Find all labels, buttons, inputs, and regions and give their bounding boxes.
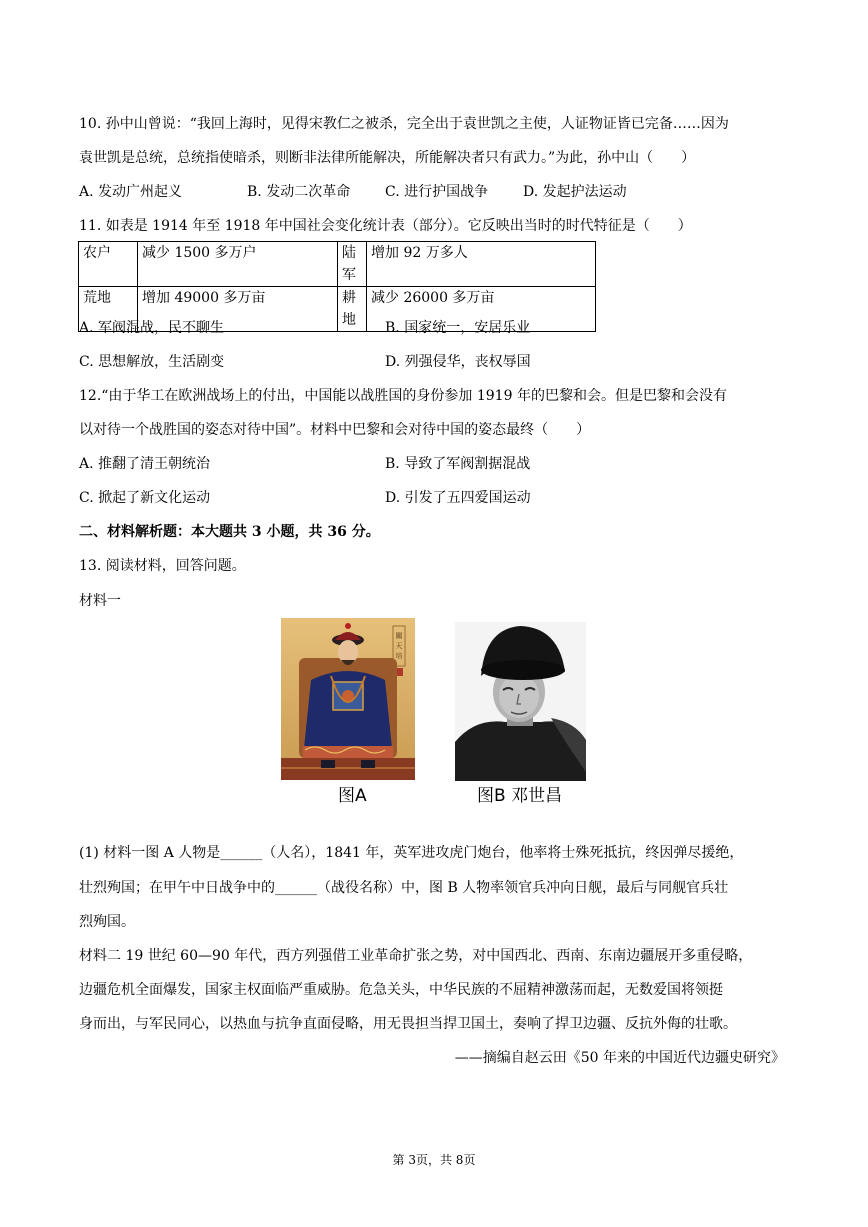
q10-option-c: C. 进行护国战争 — [385, 184, 489, 200]
figure-a-portrait — [281, 618, 415, 780]
q10-option-a: A. 发动广州起义 — [79, 184, 183, 200]
q12-option-d: D. 引发了五四爱国运动 — [385, 490, 531, 506]
table-cell: 荒地 — [79, 287, 138, 332]
table-cell: 减少 1500 多万户 — [138, 242, 338, 287]
q13-sub1-line1: (1) 材料一图 A 人物是______（人名），1841 年，英军进攻虎门炮台，他率将士殊死抵抗，终因弹尽援绝， — [79, 845, 744, 861]
q12-option-b: B. 导致了军阀割据混战 — [385, 456, 531, 472]
q13-sub1-line2: 壮烈殉国；在甲午中日战争中的______（战役名称）中，图 B 人物率领官兵冲向日舰，最后与同舰官兵壮 — [79, 880, 729, 896]
seal-char: 培 — [395, 652, 403, 660]
table-row — [79, 242, 596, 287]
q10-stem-line2: 袁世凯是总统，总统指使暗杀，则断非法律所能解决，所能解决者只有武力。”为此，孙中山（ ） — [79, 150, 696, 166]
q11-stem: 11. 如表是 1914 年至 1918 年中国社会变化统计表（部分）。它反映出当时的时代特征是（ ） — [79, 218, 692, 234]
seal-char: 天 — [395, 642, 403, 650]
figure-a-caption: 图A — [338, 786, 367, 806]
material2-line1: 材料二 19 世纪 60—90 年代，西方列强借工业革命扩张之势，对中国西北、西南、东南边疆展开多重侵略， — [79, 948, 753, 964]
table-cell: 陆军 — [338, 242, 367, 287]
table-cell: 耕地 — [338, 287, 367, 332]
q12-option-c: C. 掀起了新文化运动 — [79, 490, 211, 506]
page-number: 第 3页，共 8页 — [392, 1153, 476, 1167]
portrait-photo-icon — [455, 622, 586, 781]
seal-char: 關 — [395, 632, 403, 640]
table-cell: 减少 26000 多万亩 — [367, 287, 596, 332]
q10-option-b: B. 发动二次革命 — [247, 184, 351, 200]
material2-source: ——摘编自赵云田《50 年来的中国近代边疆史研究》 — [454, 1050, 785, 1066]
q10-option-d: D. 发起护法运动 — [523, 184, 627, 200]
portrait-painting-icon — [281, 618, 415, 780]
figure-b-caption: 图B 邓世昌 — [477, 786, 563, 806]
q13-intro: 13. 阅读材料，回答问题。 — [79, 558, 246, 574]
material2-line3: 身而出，与军民同心，以热血与抗争直面侵略，用无畏担当捍卫国土，奏响了捍卫边疆、反抗外侮的壮歌。 — [79, 1016, 737, 1032]
table-cell: 增加 49000 多万亩 — [138, 287, 338, 332]
q11-option-a: A. 军阀混战，民不聊生 — [79, 320, 225, 336]
material2-line2: 边疆危机全面爆发，国家主权面临严重威胁。危急关头，中华民族的不屈精神激荡而起，无数爱国将领挺 — [79, 982, 723, 998]
q11-option-d: D. 列强侵华，丧权辱国 — [385, 354, 531, 370]
q12-stem-line1: 12.“由于华工在欧洲战场上的付出，中国能以战胜国的身份参加 1919 年的巴黎和会。但是巴黎和会没有 — [79, 388, 727, 404]
q11-option-c: C. 思想解放，生活剧变 — [79, 354, 225, 370]
table-cell: 农户 — [79, 242, 138, 287]
q13-sub1-line3: 烈殉国。 — [79, 914, 135, 930]
q10-stem-line1: 10. 孙中山曾说：“我回上海时，见得宋教仁之被杀，完全出于袁世凯之主使，人证物证皆已完备……因为 — [79, 116, 729, 132]
section-heading: 二、材料解析题：本大题共 3 小题，共 36 分。 — [79, 524, 380, 540]
q12-option-a: A. 推翻了清王朝统治 — [79, 456, 211, 472]
q12-stem-line2: 以对待一个战胜国的姿态对待中国”。材料中巴黎和会对待中国的姿态最终（ ） — [79, 422, 591, 438]
material1-label: 材料一 — [79, 593, 121, 609]
q11-option-b: B. 国家统一，安居乐业 — [385, 320, 531, 336]
figure-b-photo — [455, 622, 586, 781]
table-cell: 增加 92 万多人 — [367, 242, 596, 287]
